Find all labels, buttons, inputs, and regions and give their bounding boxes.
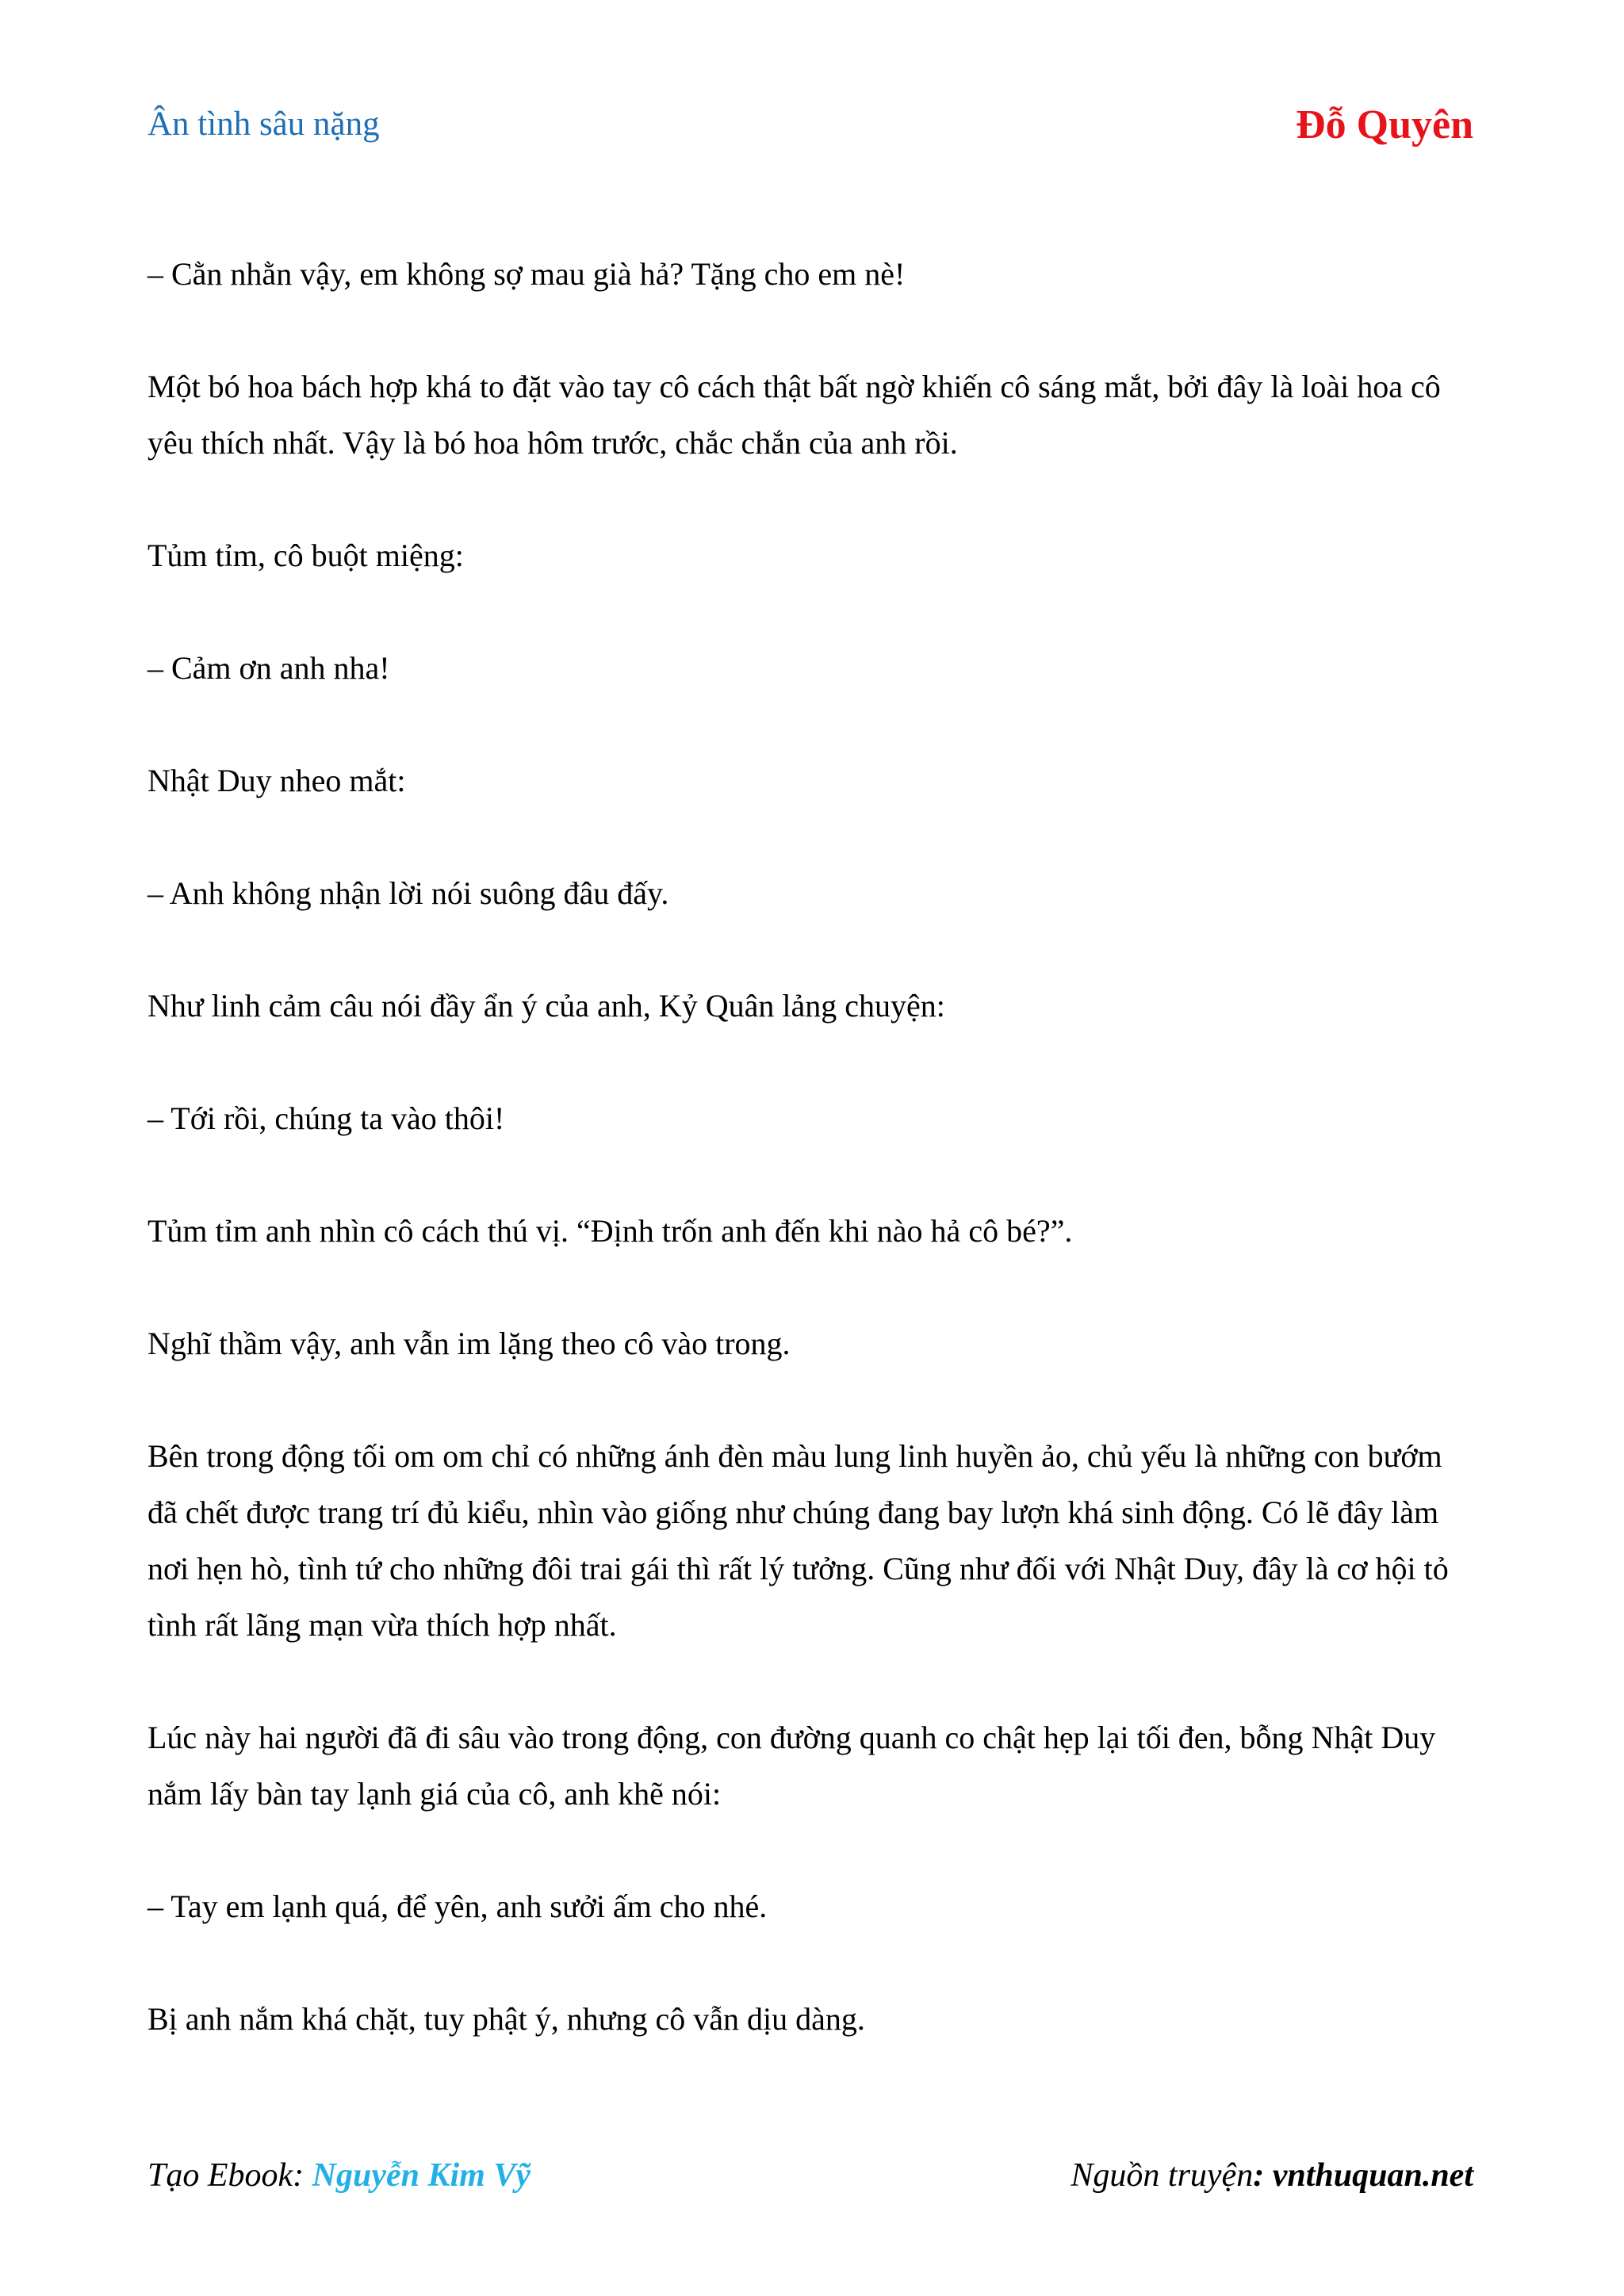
paragraph: Nghĩ thầm vậy, anh vẫn im lặng theo cô vào trong. xyxy=(147,1326,791,1361)
paragraph: – Cằn nhằn vậy, em không sợ mau già hả? Tặng cho em nè! xyxy=(147,256,906,292)
paragraph: Bên trong động tối om om chỉ có những ánh đèn màu lung linh huyền ảo, chủ yếu là những con bướm đã chết được trang trí đủ kiểu, nhìn vào giống như chúng đang bay lượn khá sinh động. Có lẽ đây làm nơi hẹn hò, tình tứ cho những đôi trai gái thì rất lý tưởng. Cũng như đối với Nhật Duy, đây là cơ hội tỏ tình rất lãng mạn vừa thích hợp nhất. xyxy=(147,1438,1449,1643)
story-text xyxy=(147,246,1477,2103)
paragraph: – Cảm ơn anh nha! xyxy=(147,650,390,686)
page-footer xyxy=(147,2156,1473,2204)
paragraph: Nhật Duy nheo mắt: xyxy=(147,763,406,798)
paragraph: – Tay em lạnh quá, để yên, anh sưởi ấm cho nhé. xyxy=(147,1888,768,1924)
source-site: vnthuquan.net xyxy=(1272,2157,1473,2194)
paragraph: Một bó hoa bách hợp khá to đặt vào tay cô cách thật bất ngờ khiến cô sáng mắt, bởi đây là loài hoa cô yêu thích nhất. Vậy là bó hoa hôm trước, chắc chắn của anh rồi. xyxy=(147,369,1441,461)
page-header xyxy=(147,101,1473,157)
source-label: Nguồn truyện xyxy=(1071,2157,1254,2194)
paragraph: Tủm tỉm anh nhìn cô cách thú vị. “Định trốn anh đến khi nào hả cô bé?”. xyxy=(147,1213,1073,1249)
author-name: Đỗ Quyên xyxy=(1296,102,1473,147)
book-title: Ân tình sâu nặng xyxy=(147,105,380,143)
ebook-author: Nguyễn Kim Vỹ xyxy=(312,2157,530,2194)
ebook-credit: Tạo Ebook: Nguyễn Kim Vỹ xyxy=(147,2157,530,2194)
paragraph: Tủm tỉm, cô buột miệng: xyxy=(147,538,464,573)
paragraph: Bị anh nắm khá chặt, tuy phật ý, nhưng cô vẫn dịu dàng. xyxy=(147,2001,865,2037)
ebook-label: Tạo Ebook xyxy=(147,2157,293,2194)
source-credit: Nguồn truyện: vnthuquan.net xyxy=(1071,2157,1473,2194)
paragraph: Như linh cảm câu nói đầy ẩn ý của anh, Kỷ Quân lảng chuyện: xyxy=(147,988,945,1024)
paragraph: Lúc này hai người đã đi sâu vào trong động, con đường quanh co chật hẹp lại tối đen, bỗng Nhật Duy nắm lấy bàn tay lạnh giá của cô, anh khẽ nói: xyxy=(147,1720,1436,1812)
paragraph: – Anh không nhận lời nói suông đâu đấy. xyxy=(147,875,669,911)
paragraph: – Tới rồi, chúng ta vào thôi! xyxy=(147,1100,505,1136)
